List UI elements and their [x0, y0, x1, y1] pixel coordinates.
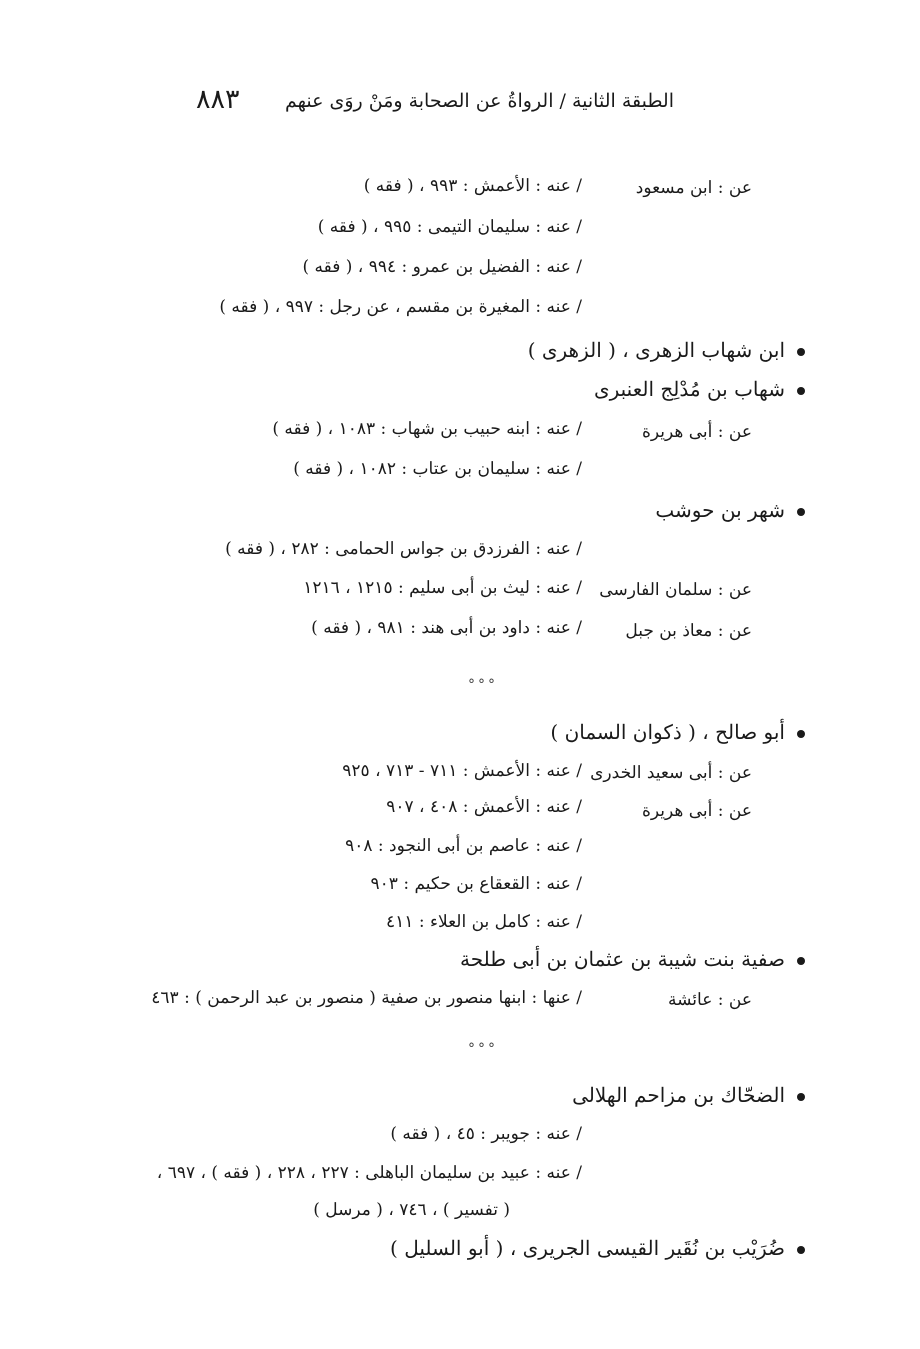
- source-line: عن : عائشة: [668, 990, 752, 1010]
- source-line: عن : أبى سعيد الخدرى: [590, 763, 752, 783]
- source-line: عن : أبى هريرة: [641, 422, 752, 442]
- bullet-icon: [797, 1246, 805, 1254]
- transmitter-line: / عنه : سليمان بن عتاب : ١٠٨٢ ، ( فقه ): [293, 459, 582, 479]
- bullet-icon: [797, 387, 805, 395]
- source-line: عن : أبى هريرة: [641, 801, 752, 821]
- transmitter-line: / عنه : جويبر : ٤٥ ، ( فقه ): [390, 1124, 582, 1144]
- narrator-heading: شهاب بن مُدْلِج العنبرى: [594, 379, 805, 399]
- narrator-heading: شهر بن حوشب: [655, 500, 805, 520]
- transmitter-line: / عنه : عاصم بن أبى النجود : ٩٠٨: [345, 836, 582, 856]
- bullet-icon: [797, 348, 805, 356]
- transmitter-line: / عنه : الفضيل بن عمرو : ٩٩٤ ، ( فقه ): [302, 257, 582, 277]
- section-separator: °°°: [468, 677, 498, 693]
- bullet-icon: [797, 508, 805, 516]
- transmitter-line: / عنه : سليمان التيمى : ٩٩٥ ، ( فقه ): [317, 217, 582, 237]
- transmitter-line: / عنه : الأعمش : ٤٠٨ ، ٩٠٧: [386, 797, 582, 817]
- source-line: عن : معاذ بن جبل: [625, 621, 752, 641]
- transmitter-line: / عنه : داود بن أبى هند : ٩٨١ ، ( فقه ): [311, 618, 582, 638]
- narrator-heading: ضُرَيْب بن نُقَير القيسى الجريرى ، ( أبو السليل ): [390, 1238, 805, 1258]
- transmitter-line: / عنها : ابنها منصور بن صفية ( منصور بن عبد الرحمن ) : ٤٦٣: [151, 988, 582, 1008]
- transmitter-line: / عنه : الفرزدق بن جواس الحمامى : ٢٨٢ ، ( فقه ): [225, 539, 582, 559]
- bullet-icon: [797, 730, 805, 738]
- narrator-heading: الضحّاك بن مزاحم الهلالى: [572, 1085, 805, 1105]
- source-line: عن : سلمان الفارسى: [599, 580, 752, 600]
- transmitter-line: / عنه : ليث بن أبى سليم : ١٢١٥ ، ١٢١٦: [303, 578, 582, 598]
- source-line: عن : ابن مسعود: [635, 178, 752, 198]
- transmitter-line: / عنه : الأعمش : ٧١١ - ٧١٣ ، ٩٢٥: [342, 761, 582, 781]
- running-title: الطبقة الثانية / الرواةُ عن الصحابة ومَنْ روَى عنهم: [284, 90, 674, 112]
- transmitter-line: / عنه : القعقاع بن حكيم : ٩٠٣: [370, 874, 582, 894]
- transmitter-line: / عنه : ابنه حبيب بن شهاب : ١٠٨٣ ، ( فقه ): [272, 419, 582, 439]
- section-separator: °°°: [468, 1041, 498, 1057]
- transmitter-line: / عنه : المغيرة بن مقسم ، عن رجل : ٩٩٧ ، ( فقه ): [219, 297, 582, 317]
- transmitter-line: / عنه : كامل بن العلاء : ٤١١: [386, 912, 582, 932]
- bullet-icon: [797, 957, 805, 965]
- narrator-heading: صفية بنت شيبة بن عثمان بن أبى طلحة: [460, 949, 805, 969]
- bullet-icon: [797, 1093, 805, 1101]
- page-number: ٨٨٣: [196, 84, 240, 115]
- transmitter-line-continued: ( تفسير ) ، ٧٤٦ ، ( مرسل ): [313, 1200, 510, 1220]
- narrator-heading: أبو صالح ، ( ذكوان السمان ): [550, 722, 805, 742]
- transmitter-line: / عنه : عبيد بن سليمان الباهلى : ٢٢٧ ، ٢٢٨ ، ( فقه ) ، ٦٩٧ ،: [156, 1163, 582, 1183]
- narrator-heading: ابن شهاب الزهرى ، ( الزهرى ): [528, 340, 805, 360]
- transmitter-line: / عنه : الأعمش : ٩٩٣ ، ( فقه ): [363, 176, 582, 196]
